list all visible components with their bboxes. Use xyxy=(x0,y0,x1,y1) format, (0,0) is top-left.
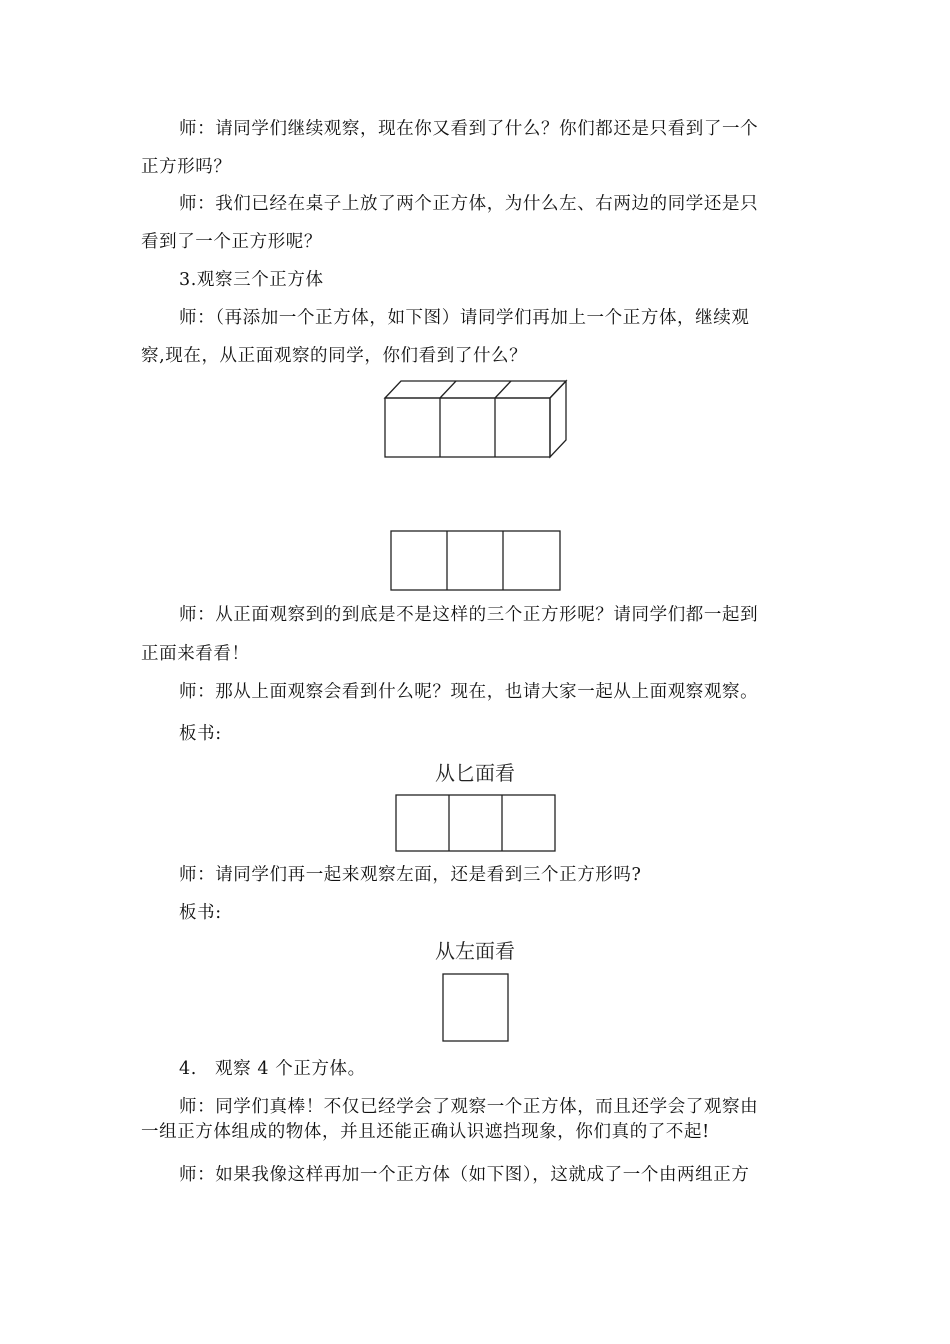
section-heading: 3.观察三个正方体 xyxy=(179,270,324,290)
paragraph-line: 师：请同学们继续观察，现在你又看到了什么？你们都还是只看到了一个 xyxy=(179,119,759,139)
left-view-square xyxy=(443,974,508,1041)
paragraph-line: 师：请同学们再一起来观察左面，还是看到三个正方形吗? xyxy=(179,865,642,885)
top-view-figure xyxy=(394,793,558,853)
paragraph-line: 正面来看看！ xyxy=(141,644,250,664)
paragraph-line: 师：如果我像这样再加一个正方体（如下图），这就成了一个由两组正方 xyxy=(179,1165,750,1185)
paragraph-line: 一组正方体组成的物体，并且还能正确认识遮挡现象，你们真的了不起! xyxy=(141,1122,710,1142)
figure-caption-top: 从匕面看 xyxy=(435,761,515,785)
paragraph-line: 看到了一个正方形呢？ xyxy=(141,232,322,252)
paragraph-line: 师：我们已经在桌子上放了两个正方体，为什么左、右两边的同学还是只 xyxy=(179,194,759,214)
board-label: 板书: xyxy=(179,903,222,923)
figure-caption-left: 从左面看 xyxy=(435,939,515,963)
front-view-figure xyxy=(389,529,563,593)
cube-top-edge xyxy=(440,381,456,398)
board-label: 板书: xyxy=(179,724,222,744)
top-view-outline xyxy=(396,795,555,851)
section-heading: 4. 观察 4 个正方体。 xyxy=(179,1059,366,1079)
paragraph-line: 师：从正面观察到的到底是不是这样的三个正方形呢？请同学们都一起到 xyxy=(179,605,759,625)
cube-front-face xyxy=(385,398,550,457)
paragraph-line: 察,现在，从正面观察的同学，你们看到了什么？ xyxy=(141,346,528,366)
paragraph-line: 正方形吗？ xyxy=(141,157,232,177)
left-view-figure xyxy=(441,972,511,1044)
front-view-outline xyxy=(391,531,560,590)
cube-top-edge xyxy=(495,381,511,398)
paragraph-line: 师：同学们真棒！不仅已经学会了观察一个正方体，而且还学会了观察由 xyxy=(179,1097,759,1117)
cube-top-face xyxy=(385,381,566,398)
paragraph-line: 师：（再添加一个正方体，如下图）请同学们再加上一个正方体，继续观 xyxy=(179,308,750,328)
paragraph-line: 师：那从上面观察会看到什么呢？现在，也请大家一起从上面观察观察。 xyxy=(179,682,759,702)
cube-right-face xyxy=(550,381,566,457)
three-cubes-figure xyxy=(380,378,570,460)
